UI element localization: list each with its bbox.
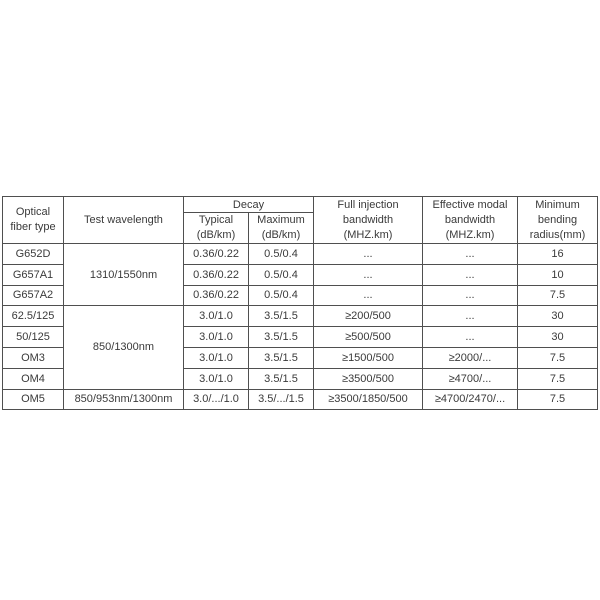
header-line: (MHZ.km)	[343, 228, 393, 241]
cell-decay-maximum: 3.5/1.5	[249, 327, 314, 348]
cell-decay-typical: 3.0/1.0	[184, 327, 249, 348]
cell-min-bending: 7.5	[518, 389, 598, 410]
cell-full-injection: ≥500/500	[314, 327, 423, 348]
table-row-om5	[3, 389, 598, 410]
cell-full-injection: ...	[314, 285, 423, 306]
header-line: Maximum	[257, 214, 305, 226]
header-line: (dB/km)	[261, 229, 301, 241]
cell-decay-typical: 0.36/0.22	[184, 264, 249, 285]
header-minimum-bending-radius	[518, 197, 598, 244]
cell-decay-typical: 3.0/.../1.0	[184, 389, 249, 410]
cell-full-injection: ≥1500/500	[314, 347, 423, 368]
cell-effective-modal: ...	[423, 306, 518, 327]
cell-full-injection: ≥200/500	[314, 306, 423, 327]
cell-fiber-type: 62.5/125	[3, 306, 64, 327]
cell-fiber-type: OM4	[3, 368, 64, 389]
header-decay-maximum	[249, 213, 314, 244]
cell-effective-modal: ≥4700/...	[423, 368, 518, 389]
cell-effective-modal: ≥4700/2470/...	[423, 389, 518, 410]
header-full-injection-bandwidth	[314, 197, 423, 244]
header-effective-modal-bandwidth	[423, 197, 518, 244]
header-line: bandwidth	[342, 213, 394, 226]
cell-decay-maximum: 0.5/0.4	[249, 244, 314, 265]
cell-test-wavelength: 850/1300nm	[64, 306, 184, 389]
header-line: (MHZ.km)	[445, 228, 495, 241]
header-line: Full injection	[337, 198, 399, 211]
cell-min-bending: 30	[518, 306, 598, 327]
cell-fiber-type: OM5	[3, 389, 64, 410]
cell-decay-typical: 3.0/1.0	[184, 368, 249, 389]
fiber-spec-table-wrap	[2, 196, 598, 410]
cell-min-bending: 7.5	[518, 347, 598, 368]
cell-decay-maximum: 3.5/.../1.5	[249, 389, 314, 410]
cell-decay-maximum: 0.5/0.4	[249, 264, 314, 285]
cell-test-wavelength: 1310/1550nm	[64, 244, 184, 306]
cell-effective-modal: ...	[423, 264, 518, 285]
table-row-62-5-125	[3, 306, 598, 327]
cell-decay-maximum: 3.5/1.5	[249, 347, 314, 368]
header-row-top	[3, 197, 598, 213]
cell-fiber-type: G657A1	[3, 264, 64, 285]
cell-test-wavelength: 850/953nm/1300nm	[64, 389, 184, 410]
header-test-wavelength: Test wavelength	[64, 197, 184, 244]
cell-full-injection: ...	[314, 244, 423, 265]
cell-full-injection: ...	[314, 264, 423, 285]
header-line: Optical	[15, 206, 51, 218]
cell-fiber-type: G652D	[3, 244, 64, 265]
cell-fiber-type: OM3	[3, 347, 64, 368]
cell-min-bending: 16	[518, 244, 598, 265]
cell-decay-typical: 3.0/1.0	[184, 347, 249, 368]
cell-min-bending: 10	[518, 264, 598, 285]
header-decay-typical	[184, 213, 249, 244]
cell-decay-maximum: 3.5/1.5	[249, 368, 314, 389]
cell-decay-typical: 0.36/0.22	[184, 285, 249, 306]
fiber-spec-table	[2, 196, 598, 410]
cell-decay-typical: 3.0/1.0	[184, 306, 249, 327]
header-line: bending	[537, 213, 578, 226]
cell-fiber-type: 50/125	[3, 327, 64, 348]
cell-effective-modal: ≥2000/...	[423, 347, 518, 368]
cell-effective-modal: ...	[423, 285, 518, 306]
header-line: radius(mm)	[529, 228, 586, 241]
cell-full-injection: ≥3500/1850/500	[314, 389, 423, 410]
cell-effective-modal: ...	[423, 244, 518, 265]
cell-decay-maximum: 3.5/1.5	[249, 306, 314, 327]
cell-min-bending: 30	[518, 327, 598, 348]
cell-min-bending: 7.5	[518, 368, 598, 389]
header-line: (dB/km)	[196, 229, 236, 241]
header-line: Effective modal	[432, 198, 508, 211]
cell-decay-typical: 0.36/0.22	[184, 244, 249, 265]
cell-decay-maximum: 0.5/0.4	[249, 285, 314, 306]
header-decay: Decay	[184, 197, 314, 213]
cell-full-injection: ≥3500/500	[314, 368, 423, 389]
cell-effective-modal: ...	[423, 327, 518, 348]
cell-fiber-type: G657A2	[3, 285, 64, 306]
header-line: Typical	[198, 214, 234, 226]
header-line: Minimum	[535, 198, 580, 211]
header-line: fiber type	[10, 221, 56, 233]
table-row-g652d	[3, 244, 598, 265]
header-line: bandwidth	[444, 213, 496, 226]
header-optical-fiber-type	[3, 197, 64, 244]
cell-min-bending: 7.5	[518, 285, 598, 306]
